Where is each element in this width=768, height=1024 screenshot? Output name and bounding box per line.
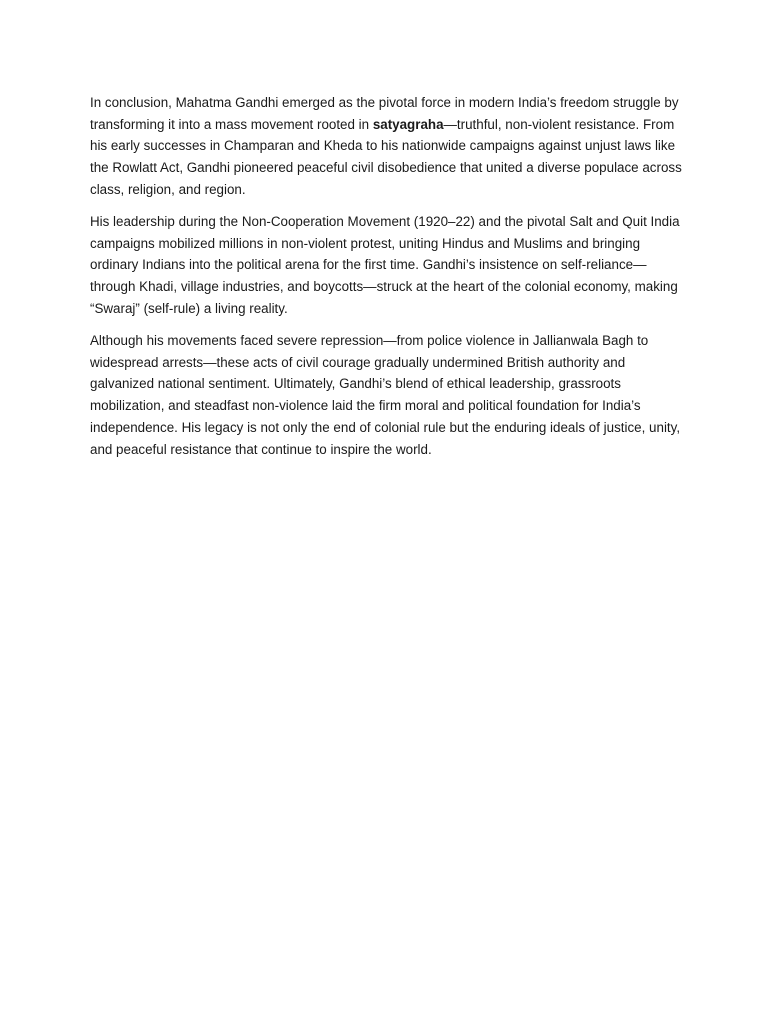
- paragraph-1: [90, 92, 682, 201]
- paragraph-1-text-after: —truthful, non-violent resistance. From his early successes in Champaran and Kheda to his nationwide campaigns against unjust laws like the Rowlatt Act, Gandhi pioneered peaceful civil disobedience that united a diverse populace across class, religion, and region.: [90, 116, 682, 197]
- paragraph-1-text-before: In conclusion, Mahatma Gandhi emerged as the pivotal force in modern India’s freedom struggle by transforming it into a mass movement rooted in: [90, 95, 679, 132]
- paragraph-3: Although his movements faced severe repression—from police violence in Jallianwala Bagh to widespread arrests—these acts of civil courage gradually undermined British authority and galvanized national sentiment. Ultimately, Gandhi’s blend of ethical leadership, grassroots mobilization, and steadfast non-violence laid the firm moral and political foundation for India’s independence. His legacy is not only the end of colonial rule but the enduring ideals of justice, unity, and peaceful resistance that continue to inspire the world.: [90, 333, 681, 457]
- paragraph-2: His leadership during the Non-Cooperation Movement (1920–22) and the pivotal Salt and Quit India campaigns mobilized millions in non-violent protest, uniting Hindus and Muslims and bringing ordinary Indians into the political arena for the first time. Gandhi’s insistence on self-reliance—through Khadi, village industries, and boycotts—struck at the heart of the colonial economy, making “Swaraj” (self-rule) a living reality.: [90, 214, 680, 316]
- document-body: [90, 92, 682, 471]
- paragraph-1-emphasis: satyagraha: [372, 116, 444, 132]
